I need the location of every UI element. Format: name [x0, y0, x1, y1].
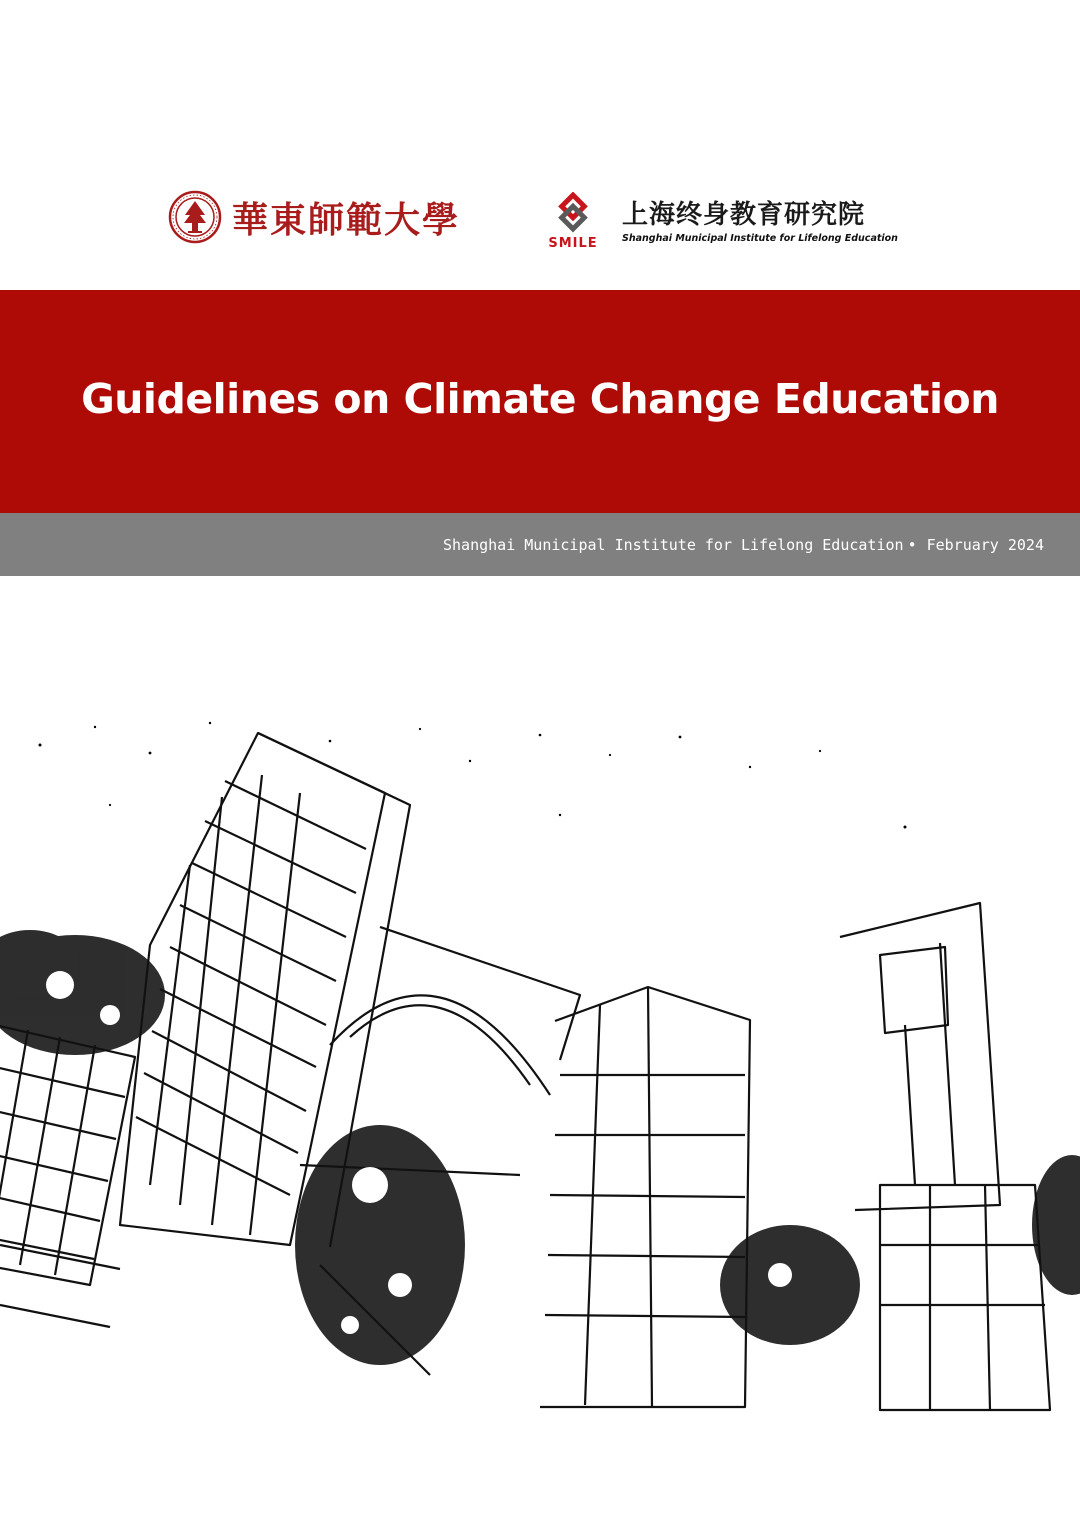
smile-name-block: [622, 199, 898, 244]
title-band: [0, 290, 1080, 513]
publication-meta: [443, 513, 1044, 576]
ecnu-seal-icon: [168, 190, 222, 244]
smile-logo-icon: [540, 192, 606, 250]
publisher-name: Shanghai Municipal Institute for Lifelong Education: [442, 535, 904, 554]
cover-illustration: [0, 665, 1080, 1437]
logo-bar: [0, 188, 1080, 258]
smile-name-cn: 上海终身教育研究院: [622, 199, 866, 230]
publication-date: February 2024: [926, 535, 1044, 554]
ecnu-name: 華東師範大學: [232, 198, 461, 241]
smile-mark-text: SMILE: [548, 236, 598, 250]
meta-separator: •: [907, 535, 917, 554]
document-title: Guidelines on Climate Change Education: [81, 374, 999, 423]
smile-name-en: Shanghai Municipal Institute for Lifelong Education: [622, 232, 898, 244]
ecnu-logo: [168, 190, 460, 244]
smile-logo: [540, 192, 898, 250]
publication-band: [0, 513, 1080, 576]
campus-gate-sketch-icon: [0, 665, 1080, 1437]
